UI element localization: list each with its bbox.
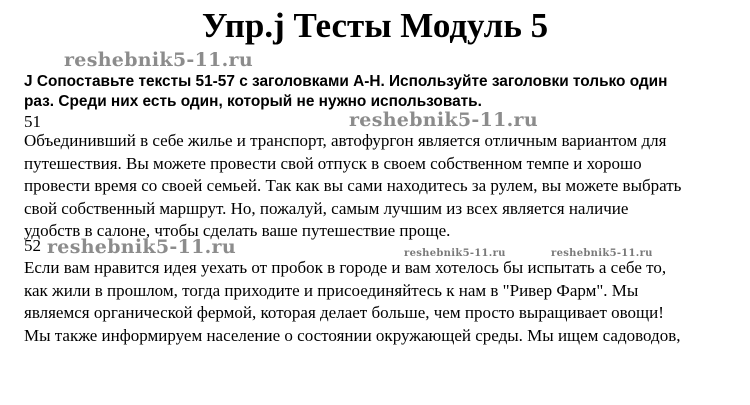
text-51-body [24, 130, 746, 243]
text-line: свой собственный маршрут. Но, пожалуй, самым лучшим из всех является наличие [24, 198, 629, 218]
text-number-52: 52 [24, 236, 41, 255]
text-line: Если вам нравится идея уехать от пробок в городе и вам хотелось бы испытать а себе то, [24, 258, 667, 277]
task-line: раз. Среди них есть один, который не нужно использовать. [24, 93, 482, 110]
text-line: являемся органической фермой, которая делает больше, чем просто выращивает овощи! [24, 303, 664, 323]
text-line: Мы также информируем население о состоянии окружающей среды. Мы ищем садоводов, [24, 325, 681, 345]
task-line: J Сопоставьте тексты 51-57 с заголовками A-H. Используйте заголовки только один [24, 73, 668, 90]
text-line: провести время со своей семьей. Так как вы сами находитесь за рулем, вы можете выбрать [24, 176, 682, 196]
text-line: удобств в салоне, чтобы сделать ваше путешествие проще. [24, 221, 451, 241]
text-line: Объединивший в себе жилье и транспорт, автофургон является отличным вариантом для [24, 131, 667, 150]
text-number-51: 51 [24, 112, 41, 131]
task-instruction [24, 72, 736, 112]
text-line: путешествия. Вы можете провести свой отпуск в своем собственном темпе и хорошо [24, 153, 642, 173]
watermark-small: reshebnik5-11.ru [551, 248, 653, 259]
watermark: reshebnik5-11.ru [47, 236, 236, 258]
watermark-small: reshebnik5-11.ru [404, 248, 506, 259]
page-title: Упр.j Тесты Модуль 5 [201, 6, 549, 45]
watermark: reshebnik5-11.ru [349, 109, 538, 131]
watermark: reshebnik5-11.ru [64, 49, 253, 71]
text-line: как жили в прошлом, тогда приходите и присоединяйтесь к нам в "Ривер Фарм". Мы [24, 280, 639, 300]
text-52-body [24, 257, 746, 347]
